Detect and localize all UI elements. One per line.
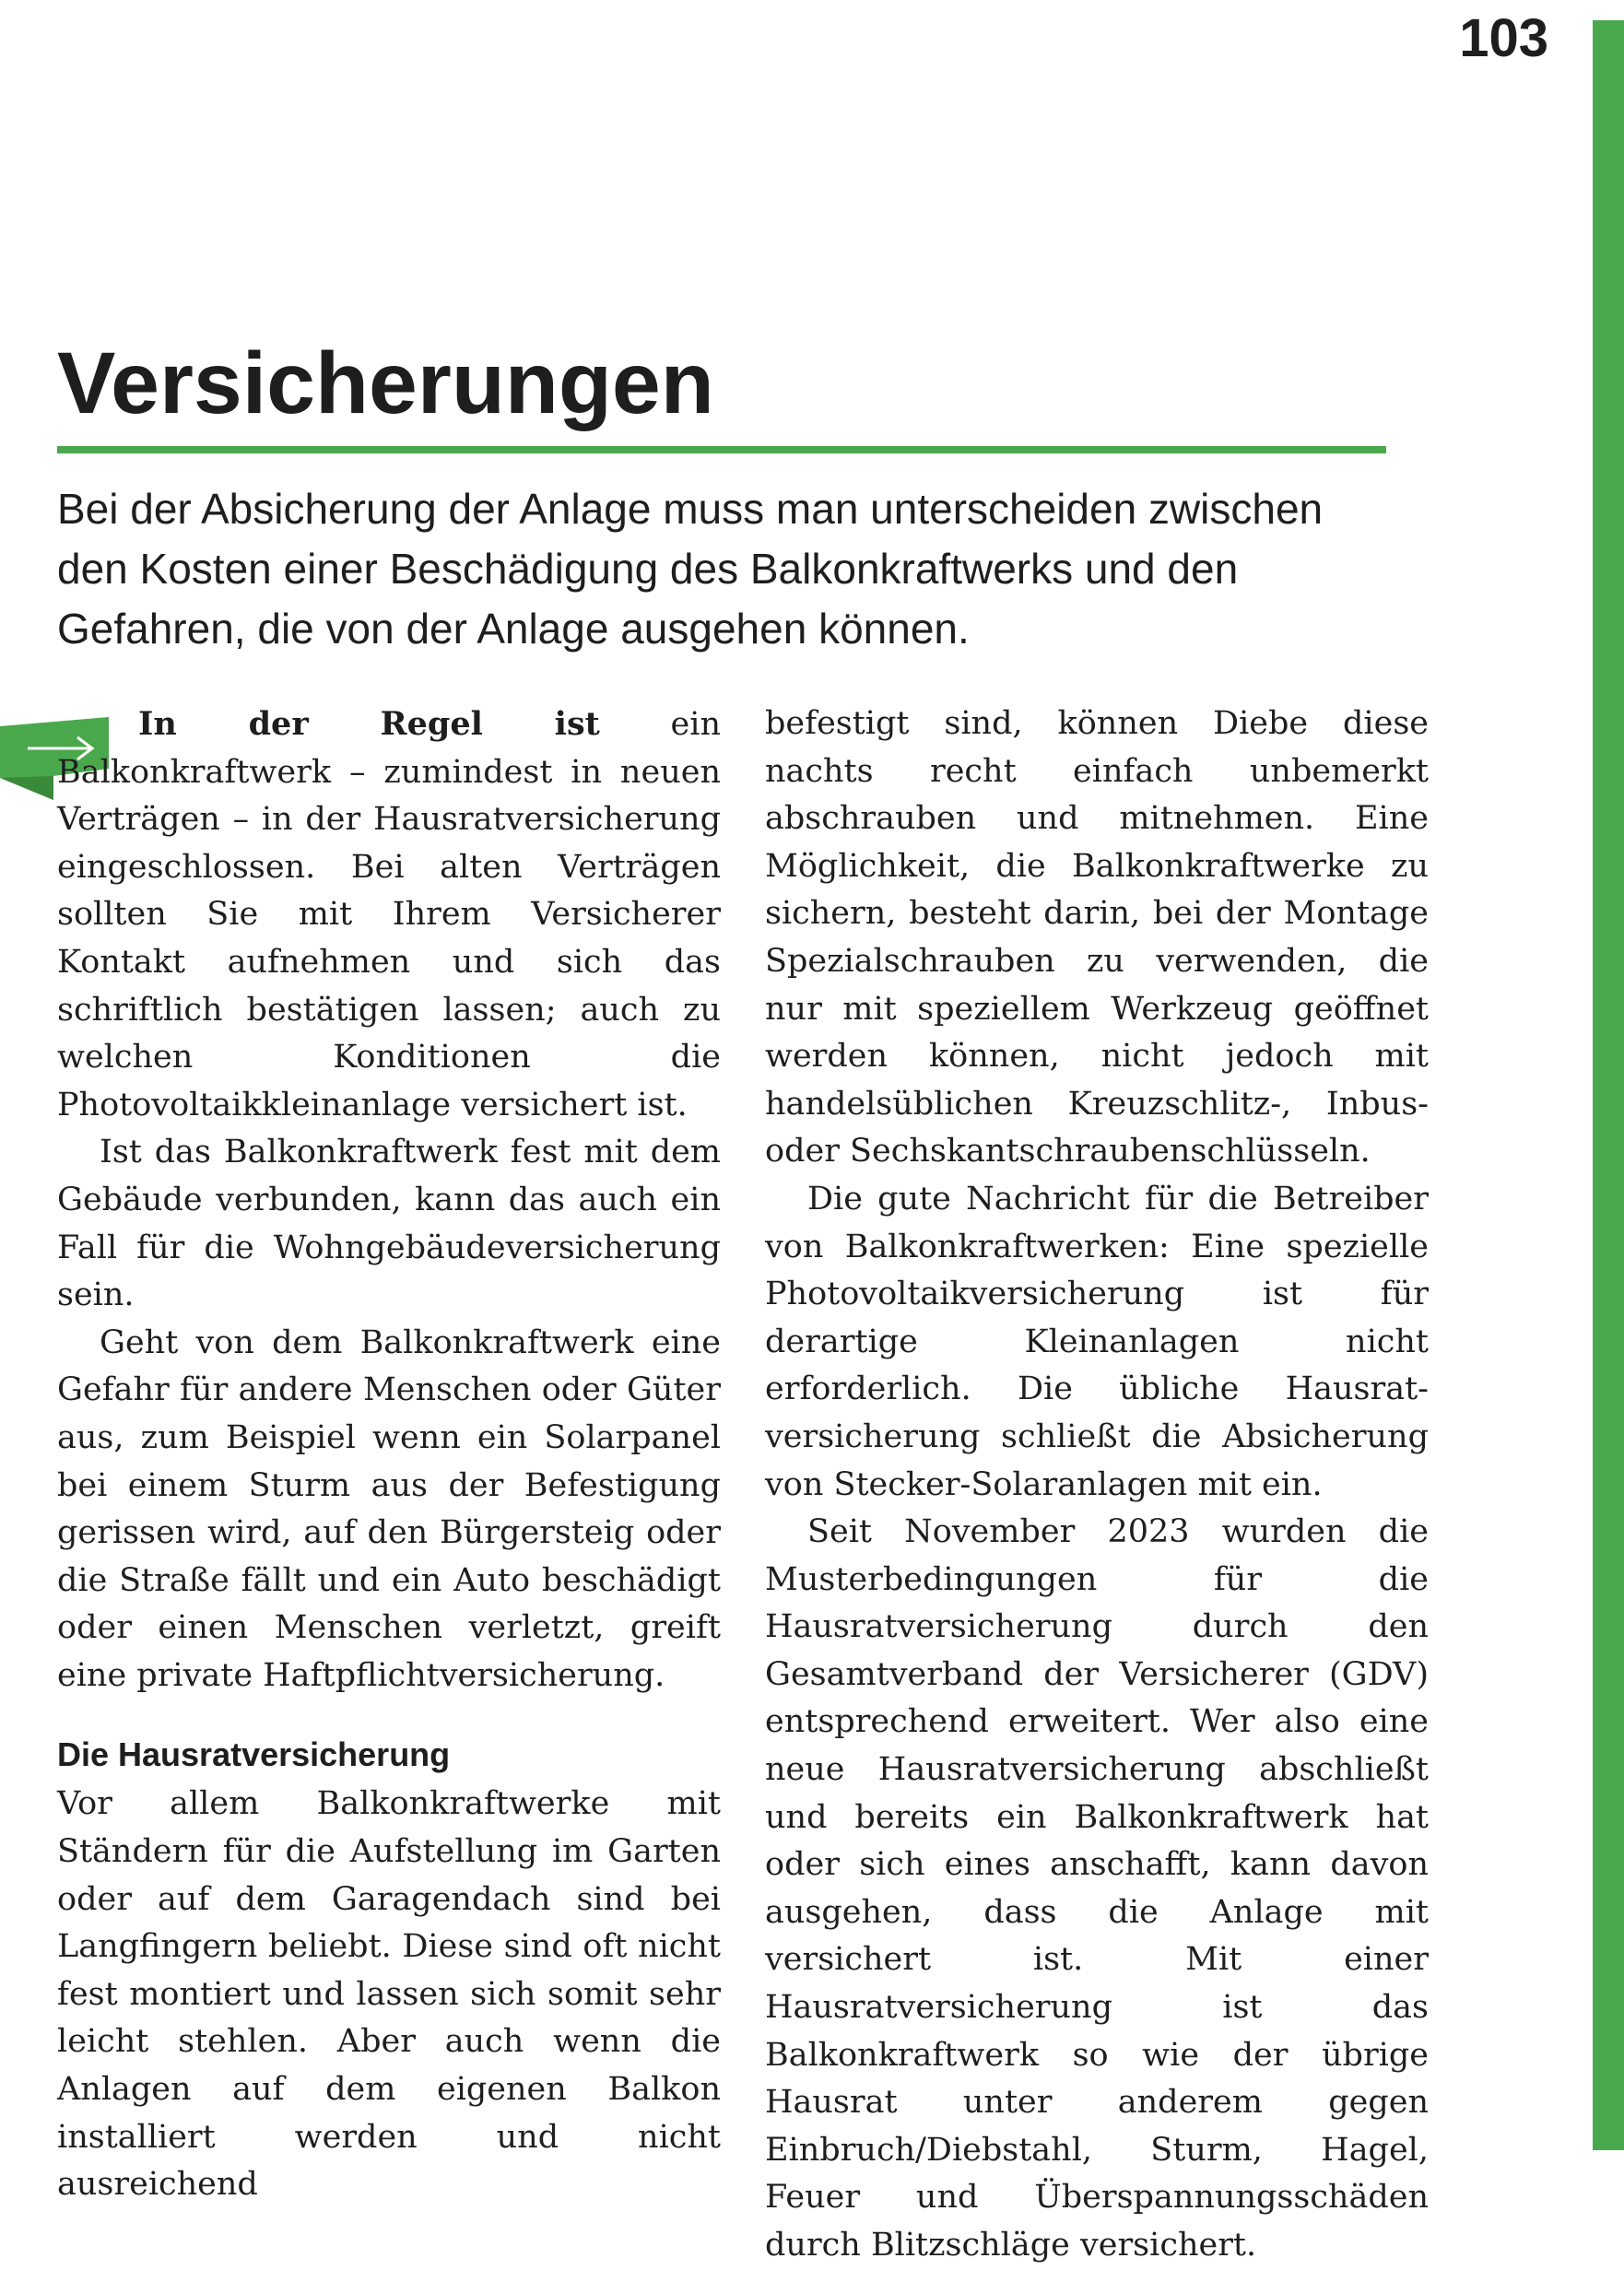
title-underline [57, 446, 1386, 453]
body-paragraph: Vor allem Balkonkraftwerke mit Ständern für die Aufstellung im Garten oder auf dem Garagendach sind bei Langfingern beliebt. Diese sind oft nicht fest montiert und lassen sich somit sehr leicht stehlen. Aber auch wenn die Anlagen auf dem eigenen Balkon installiert werden und nicht ausreichend [57, 1785, 721, 2204]
page-title: Versicherungen [57, 335, 714, 432]
section-subheading: Die Hausratversicherung [57, 1735, 451, 1774]
body-paragraph: Ist das Balkonkraftwerk fest mit dem Gebäude verbunden, kann das auch ein Fall für die Wohngebäudeversicherung sein. [57, 1134, 721, 1314]
text-column-left [57, 700, 721, 2209]
lead-paragraph: Bei der Absicherung der Anlage muss man unterscheiden zwischen den Kosten einer Beschädigung des Balkonkraftwerks und den Gefahren, die von der Anlage ausgehen können. [57, 485, 1324, 653]
text-column-right [765, 700, 1429, 2270]
chapter-color-bar [1593, 20, 1624, 2150]
page-number: 103 [1459, 8, 1548, 68]
body-paragraph: Die gute Nachricht für die Betreiber von Balkonkraftwerken: Eine spezielle Photovoltaikversicherung ist für derartige Kleinanlagen nicht erforderlich. Die übliche Hausratversicherung schließt die Absicherung von Stecker-Solaranlagen mit ein. [765, 1180, 1429, 1503]
body-paragraph: Geht von dem Balkonkraftwerk eine Gefahr für andere Menschen oder Güter aus, zum Beispiel wenn ein Solarpanel bei einem Sturm aus der Befestigung gerissen wird, auf den Bürgersteig oder die Straße fällt und ein Auto beschädigt oder einen Menschen verletzt, greift eine private Haftpflichtversicherung. [57, 1323, 721, 1694]
body-paragraph [57, 700, 721, 1129]
lead-in-text: In der Regel ist [138, 705, 600, 743]
body-paragraph: Seit November 2023 wurden die Musterbedingungen für die Hausratversicherung durch den Gesamtverband der Versicherer (GDV) entsprechend erweitert. Wer also eine neue Hausratversicherung abschließt und bereits ein Balkonkraftwerk hat oder sich eines anschafft, kann davon ausgehen, dass die Anlage mit versichert ist. Mit einer Hausratversicherung ist das Balkonkraftwerk so wie der übrige Hausrat unter anderem gegen Einbruch/Diebstahl, Sturm, Hagel, Feuer und Überspannungsschäden durch Blitzschläge versichert. [765, 1513, 1429, 2264]
paragraph-text: ein Balkonkraftwerk – zumindest in neuen Verträgen – in der Hausratversicherung eingeschlossen. Bei alten Verträgen sollten Sie mit Ihrem Versicherer Kontakt aufnehmen und sich das schriftlich bestätigen lassen; auch zu welchen Konditionen die Photovoltaikkleinanlage versichert ist. [57, 706, 721, 1123]
body-paragraph: befestigt sind, können Diebe diese nachts recht einfach unbemerkt abschrauben und mitnehmen. Eine Möglichkeit, die Balkonkraftwerke zu sichern, besteht darin, bei der Montage Spezialschrauben zu verwenden, die nur mit speziellem Werkzeug geöffnet werden können, nicht jedoch mit handelsüblichen Kreuzschlitz-, Inbus- oder Sechskantschraubenschlüsseln. [765, 705, 1429, 1170]
